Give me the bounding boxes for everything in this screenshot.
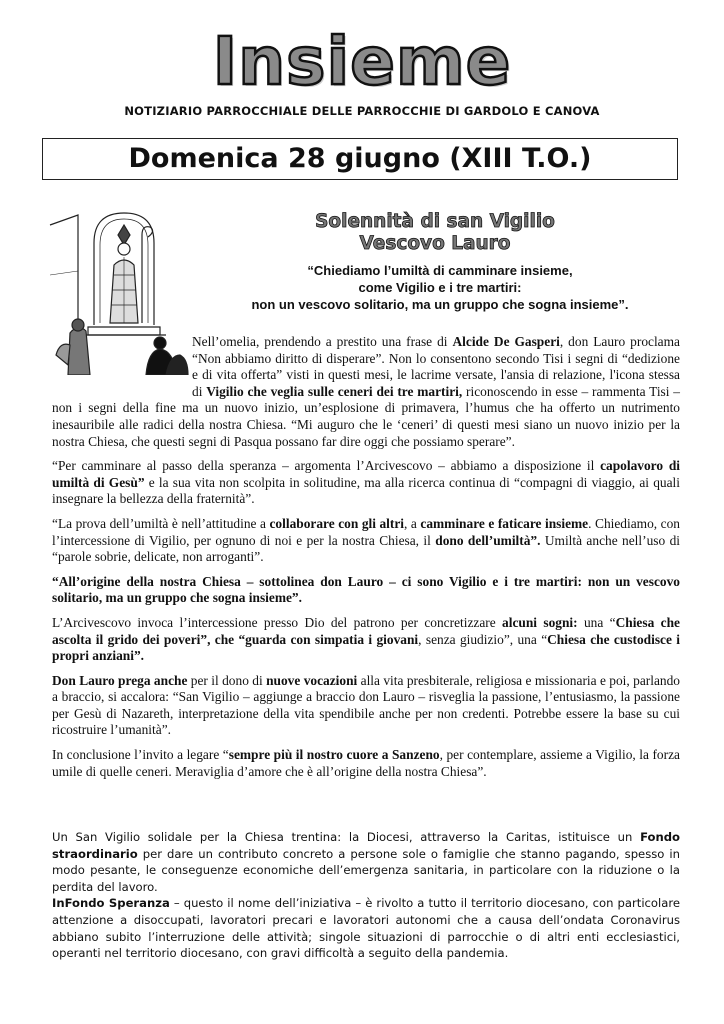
quote-line2: come Vigilio e i tre martiri: — [358, 280, 522, 295]
feast-title-line1: Solennità di san Vigilio — [315, 211, 555, 232]
text-run: , don Lauro proclama “Non abbiamo diritto di disperare”. Non lo consentono secondo Tisi i segni di “dedizione e di vita offerta” visti in questi mesi, le lacrime versate, l'ansia di relazione, l'icona stessa di — [192, 334, 680, 399]
text-run: riconoscendo in esse – rammenta Tisi – non i segni della fine ma un nuovo inizio, un’esplosione di primavera, l’humus che ha offerto un nutrimento inesauribile alle radici della nostra Chiesa. “Mi auguro che le ‘ceneri’ di questi mesi siano un nuovo inizio per la nostra Chiesa, che questi segni di Pasqua possano far dire oggi che possiamo sperare”. — [52, 383, 680, 449]
fund-paragraph — [52, 829, 680, 895]
bold-text: Chiesa che custodisce i propri anziani”. — [52, 631, 680, 664]
bold-text: Fondo straordinario — [52, 830, 680, 861]
text-run: una “ — [577, 614, 616, 630]
bold-text: camminare e faticare insieme — [420, 515, 589, 531]
text-run: In conclusione l’invito a legare “ — [52, 747, 229, 763]
text-run: , per contemplare, assieme a Vigilio, la forza umile di quelle ceneri. Meraviglia d’amore che è all’origine della nostra Chiesa”. — [52, 747, 680, 779]
bold-text: nuove vocazioni — [266, 672, 358, 688]
text-run: Nell’omelia, prendendo a prestito una frase di — [192, 334, 453, 349]
text-run: “La prova dell’umiltà è nell’attitudine a — [52, 515, 270, 531]
feast-title — [190, 211, 680, 255]
text-run: L’Arcivescovo invoca l’intercessione presso Dio del patrono per concretizzare — [52, 614, 503, 630]
article-paragraph — [52, 747, 680, 780]
article-paragraph — [52, 673, 680, 739]
bold-text: Vigilio che veglia sulle ceneri dei tre martiri, — [206, 383, 463, 399]
text-run: . Chiediamo, con l’intercessione di Vigilio, per ognuno di noi e per la nostra Chiesa, il — [52, 515, 680, 548]
text-run: , senza giudizio”, una “ — [418, 631, 548, 647]
quote-line1: “Chiediamo l’umiltà di camminare insieme, — [307, 263, 573, 278]
text-run: e la sua vita non scolpita in solitudine, ma alla ricerca continua di “compagni di viaggio, ai quali insegnare la bellezza della fraternità”. — [52, 474, 680, 507]
text-run: , a — [404, 515, 421, 531]
bold-text: “All’origine della nostra Chiesa – sottolinea don Lauro – ci sono Vigilio e i tre martiri: non un vescovo solitario, ma un gruppo che sogna insieme”. — [52, 573, 680, 606]
feast-title-line2: Vescovo Lauro — [359, 233, 511, 254]
newsletter-title: Insieme — [212, 23, 512, 100]
text-run: Umiltà anche nell’uso di “parole sobrie, delicate, non arroganti”. — [52, 532, 680, 565]
bold-text: collaborare con gli altri — [269, 515, 405, 531]
bold-text: capolavoro di umiltà di Gesù” — [52, 458, 681, 490]
homily-article — [52, 334, 680, 788]
text-run: per il dono di — [187, 672, 267, 688]
bold-text: InFondo Speranza — [52, 896, 170, 911]
bold-text: alcuni sogni: — [502, 614, 578, 630]
fund-announcement — [52, 829, 680, 962]
text-run: – questo il nome dell’iniziativa – è rivolto a tutto il territorio diocesano, con particolare attenzione a disoccupati, lavoratori precari e lavoratori autonomi che a causa dell’ondata Coronavirus abbiano subito l’interruzione delle attività; singole situazioni di parrocchie o di altri enti ecclesiastici, operanti nel territorio diocesano, con gravi difficoltà a seguito della pandemia. — [52, 896, 680, 961]
fund-paragraph — [52, 895, 680, 961]
feast-quote — [190, 262, 690, 313]
article-paragraph — [52, 574, 680, 607]
bold-text: sempre più il nostro cuore a Sanzeno — [228, 747, 440, 763]
date-heading: Domenica 28 giugno (XIII T.O.) — [42, 138, 678, 180]
article-paragraph — [52, 615, 680, 665]
text-run: Un San Vigilio solidale per la Chiesa trentina: la Diocesi, attraverso la Caritas, istituisce un — [52, 830, 641, 844]
bold-text: Alcide De Gasperi — [452, 334, 560, 349]
bold-text: dono dell’umiltà”. — [435, 532, 541, 548]
quote-line3: non un vescovo solitario, ma un gruppo che sogna insieme”. — [251, 297, 629, 312]
bold-text: Don Lauro prega anche — [52, 672, 188, 688]
newsletter-subtitle: NOTIZIARIO PARROCCHIALE DELLE PARROCCHIE DI GARDOLO E CANOVA — [124, 104, 600, 118]
text-run: alla vita presbiterale, religiosa e missionaria e poi, parlando a braccio, si accalora: “San Vigilio – aggiunge a braccio don Lauro – risveglia la passione, l’entusiasmo, la passione per Gesù di Nazareth, interpretazione della vita spendibile anche per non credenti. Potrebbe essere la base su cui ricostruire l’umanità”. — [52, 672, 680, 738]
text-run: per dare un contributo concreto a persone sole o famiglie che stanno pagando, spesso in modo pesante, le conseguenze economiche dell’emergenza sanitaria, in particolare con la riduzione o la perdita del lavoro. — [52, 846, 680, 894]
bold-text: Chiesa che ascolta il grido dei poveri”, che “guarda con simpatia i giovani — [52, 614, 680, 647]
article-paragraph — [52, 516, 680, 566]
article-paragraph — [52, 458, 680, 508]
text-run: “Per camminare al passo della speranza – argomenta l’Arcivescovo – abbiamo a disposizione il — [52, 458, 601, 474]
